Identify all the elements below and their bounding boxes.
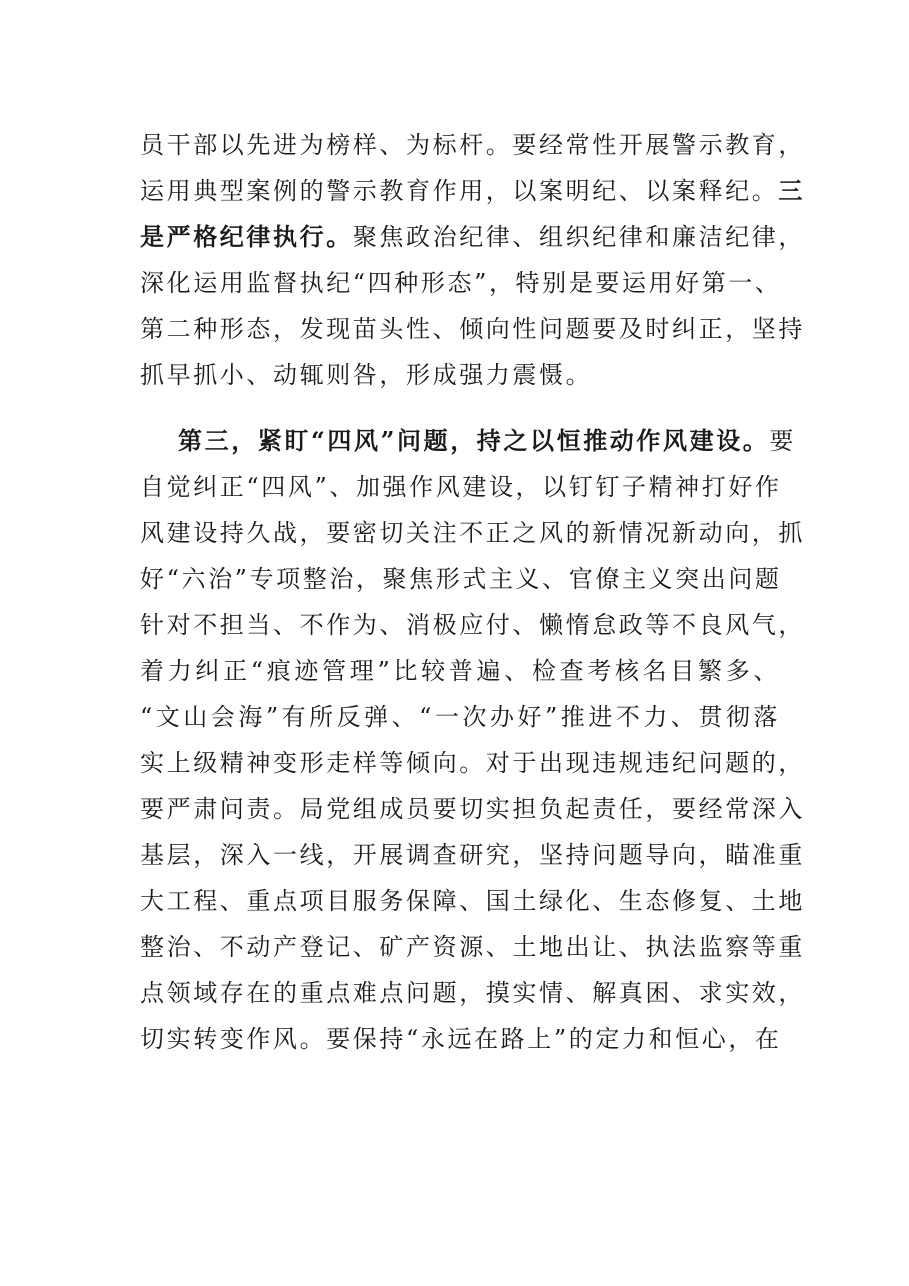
text-line (140, 556, 780, 602)
text-line (140, 648, 780, 694)
paragraph-discipline (140, 122, 806, 398)
text-line (140, 602, 805, 648)
text-line (140, 786, 805, 832)
text-line (140, 1016, 780, 1062)
text-line (140, 306, 805, 352)
text-run: 基层，深入一线，开展调查研究，坚持问题导向，瞄准重 (140, 841, 805, 869)
text-line (140, 924, 805, 970)
text-line (140, 740, 805, 786)
text-run: 好“六治”专项整治，聚焦形式主义、官僚主义突出问题 (140, 565, 782, 593)
text-run: 要 (769, 427, 797, 455)
text-run: 点领域存在的重点难点问题，摸实情、解真困、求实效， (140, 979, 805, 1007)
text-run: 聚焦政治纪律、组织纪律和廉洁纪律， (352, 223, 806, 251)
text-line (140, 832, 805, 878)
text-line (140, 260, 780, 306)
bold-text-run: 是严格纪律执行。 (140, 222, 353, 251)
text-line (140, 970, 805, 1016)
text-line (140, 352, 780, 398)
text-run: 深化运用监督执纪“四种形态”，特别是要运用好第一、 (140, 269, 782, 297)
text-run: 第二种形态，发现苗头性、倾向性问题要及时纠正，坚持 (140, 315, 805, 343)
text-line (140, 694, 780, 740)
text-run: 切实转变作风。要保持“永远在路上”的定力和恒心，在 (140, 1025, 782, 1053)
bold-text-run: 三 (778, 176, 806, 205)
bold-text-run: 第三，紧盯“四风”问题，持之以恒推动作风建设。 (178, 426, 770, 455)
text-line (140, 464, 780, 510)
text-line (140, 418, 797, 464)
text-run: 自觉纠正“四风”、加强作风建设，以钉钉子精神打好作 (140, 473, 782, 501)
text-run: 实上级精神变形走样等倾向。对于出现违规违纪问题的， (140, 749, 805, 777)
paragraph-four-styles (140, 418, 805, 1062)
text-run: 抓早抓小、动辄则咎，形成强力震慑。 (140, 361, 593, 389)
text-line (140, 510, 805, 556)
text-run: 要严肃问责。局党组成员要切实担负起责任，要经常深入 (140, 795, 805, 823)
text-run: 运用典型案例的警示教育作用，以案明纪、以案释纪。 (140, 177, 779, 205)
text-line (140, 168, 806, 214)
text-run: 员干部以先进为榜样、为标杆。要经常性开展警示教育， (140, 131, 805, 159)
text-run: 风建设持久战，要密切关注不正之风的新情况新动向，抓 (140, 519, 805, 547)
text-run: 着力纠正“痕迹管理”比较普遍、检查考核名目繁多、 (140, 657, 780, 685)
text-line (140, 214, 806, 260)
text-run: 针对不担当、不作为、消极应付、懒惰怠政等不良风气， (140, 611, 805, 639)
text-line (140, 878, 805, 924)
text-run: 整治、不动产登记、矿产资源、土地出让、执法监察等重 (140, 933, 805, 961)
text-line (140, 122, 805, 168)
text-run: “文山会海”有所反弹、“一次办好”推进不力、贯彻落 (140, 703, 780, 731)
text-run: 大工程、重点项目服务保障、国土绿化、生态修复、土地 (140, 887, 805, 915)
